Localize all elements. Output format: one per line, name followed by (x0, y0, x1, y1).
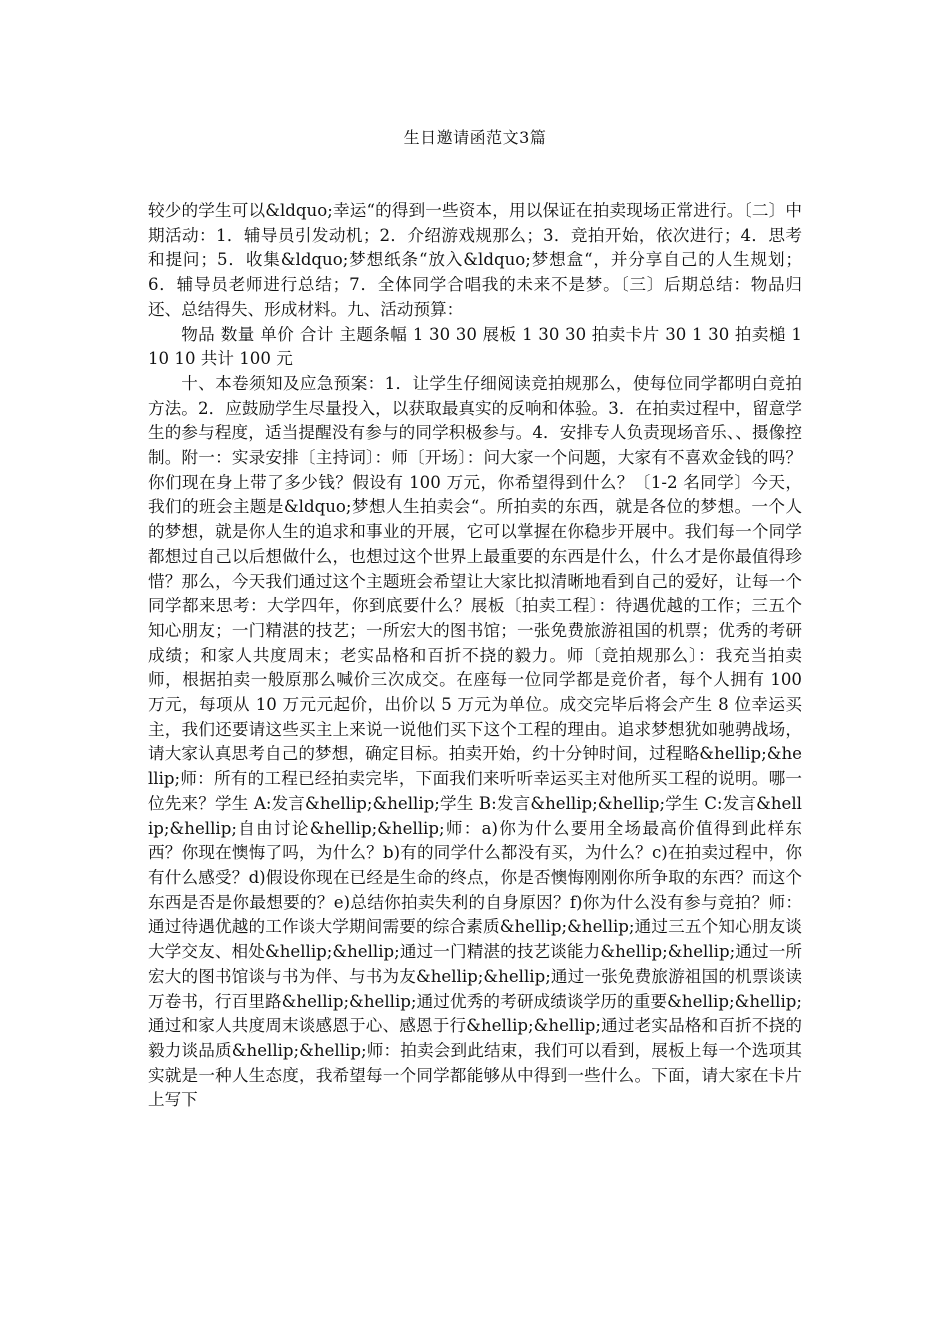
document-title: 生日邀请函范文3篇 (403, 128, 547, 147)
paragraph: 较少的学生可以&ldquo;幸运“的得到一些资本，用以保证在拍卖现场正常进行。〔二〕中期活动：1．辅导员引发动机；2．介绍游戏规那么；3．竞拍开始，依次进行；4．思考和提问；5．收集&ldquo;梦想纸条“放入&ldquo;梦想盒“，并分享自己的人生规划；6．辅导员老师进行总结；7．全体同学合唱我的未来不是梦。〔三〕后期总结：物品归还、总结得失、形成材料。九、活动预算： (148, 201, 802, 319)
paragraph: 物品 数量 单价 合计 主题条幅 1 30 30 展板 1 30 30 拍卖卡片 30 1 30 拍卖槌 1 10 10 共计 100 元 (148, 324, 802, 369)
paragraph: 十、本卷须知及应急预案：1．让学生仔细阅读竞拍规那么，使每位同学都明白竞拍方法。2．应鼓励学生尽量投入，以获取最真实的反响和体验。3．在拍卖过程中，留意学生的参与程度，适当提醒没有参与的同学积极参与。4．安排专人负责现场音乐、、摄像控制。附一：实录安排〔主持词〕：师〔开场〕：问大家一个问题，大家有不喜欢金钱的吗？你们现在身上带了多少钱？假设有 100 万元，你希望得到什么？〔1-2 名同学〕今天，我们的班会主题是&ldquo;梦想人生拍卖会“。所拍卖的东西，就是各位的梦想。一个人的梦想，就是你人生的追求和事业的开展，它可以掌握在你稳步开展中。我们每一个同学都想过自己以后想做什么，也想过这个世界上最重要的东西是什么，什么才是你最值得珍惜？那么，今天我们通过这个主题班会希望让大家比拟清晰地看到自己的爱好，让每一个同学都来思考：大学四年，你到底要什么？展板〔拍卖工程〕：待遇优越的工作；三五个知心朋友；一门精湛的技艺；一所宏大的图书馆；一张免费旅游祖国的机票；优秀的考研成绩；和家人共度周末；老实品格和百折不挠的毅力。师〔竞拍规那么〕：我充当拍卖师，根据拍卖一般原那么喊价三次成交。在座每一位同学都是竞价者，每个人拥有 100 万元，每项从 10 万元元起价，出价以 5 万元为单位。成交完毕后将会产生 8 位幸运买主，我们还要请这些买主上来说一说他们买下这个工程的理由。追求梦想犹如驰骋战场，请大家认真思考自己的梦想，确定目标。拍卖开始，约十分钟时间，过程略&hellip;&hellip;师：所有的工程已经拍卖完毕，下面我们来听听幸运买主对他所买工程的说明。哪一位先来？学生 A:发言&hellip;&hellip;学生 B:发言&hellip;&hellip;学生 C:发言&hellip;&hellip;自由讨论&hellip;&hellip;师：a)你为什么要用全场最高价值得到此样东西？你现在懊悔了吗，为什么？b)有的同学什么都没有买，为什么？c)在拍卖过程中，你有什么感受？d)假设你现在已经是生命的终点，你是否懊悔刚刚你所争取的东西？而这个东西是否是你最想要的？e)总结你拍卖失利的自身原因？f)你为什么没有参与竞拍？师：通过待遇优越的工作谈大学期间需要的综合素质&hellip;&hellip;通过三五个知心朋友谈大学交友、相处&hellip;&hellip;通过一门精湛的技艺谈能力&hellip;&hellip;通过一所宏大的图书馆谈与书为伴、与书为友&hellip;&hellip;通过一张免费旅游祖国的机票谈读万卷书，行百里路&hellip;&hellip;通过优秀的考研成绩谈学历的重要&hellip;&hellip;通过和家人共度周末谈感恩于心、感恩于行&hellip;&hellip;通过老实品格和百折不挠的毅力谈品质&hellip;&hellip;师：拍卖会到此结束，我们可以看到，展板上每一个选项其实就是一种人生态度，我希望每一个同学都能够从中得到一些什么。下面，请大家在卡片上写下 (148, 373, 802, 1110)
document-body (148, 199, 802, 1113)
